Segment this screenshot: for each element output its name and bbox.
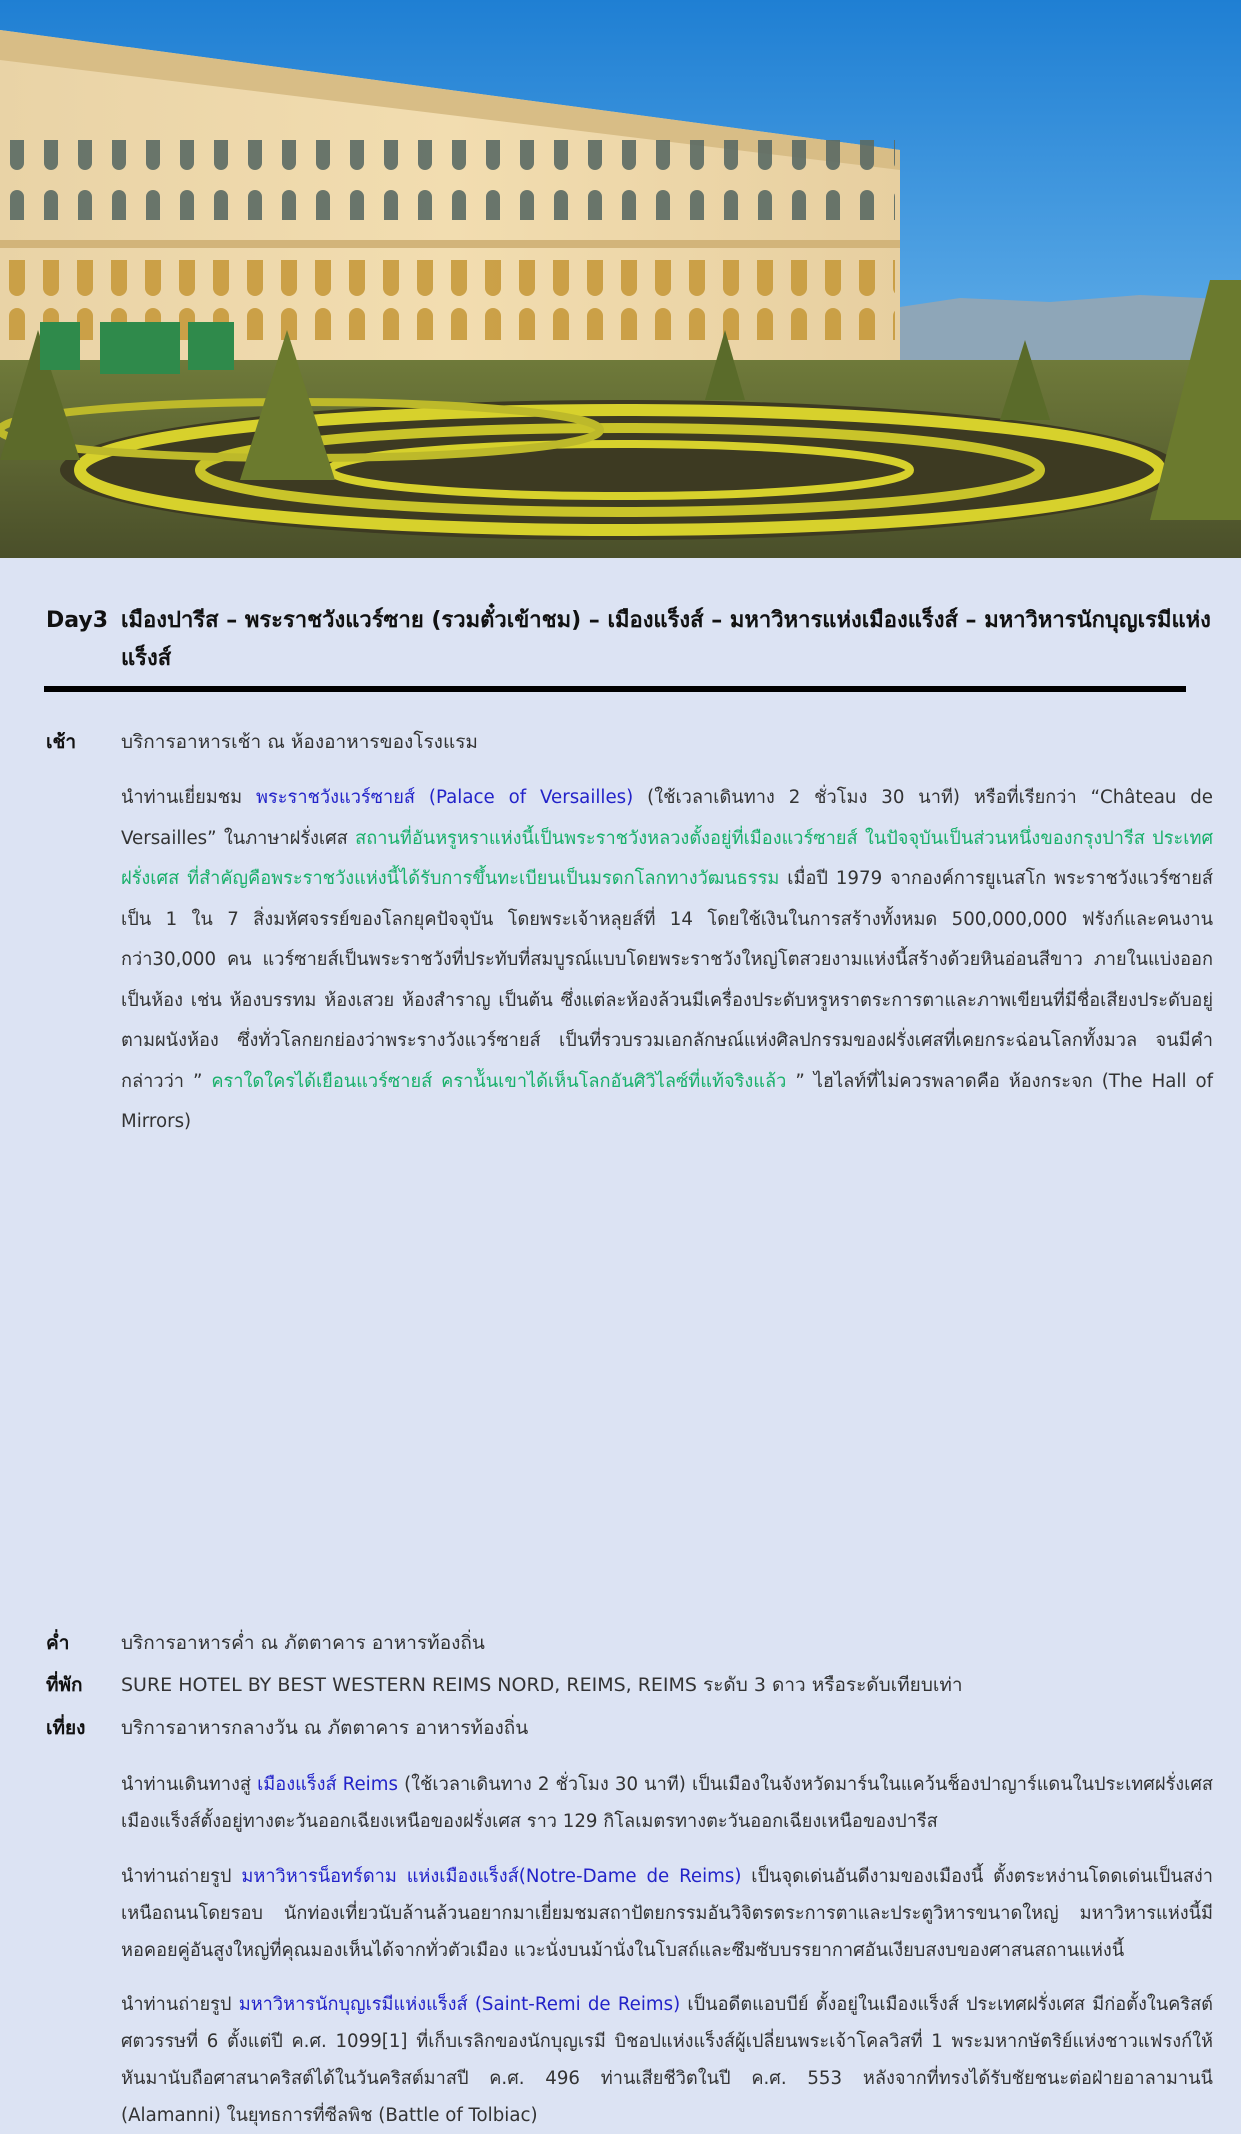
header-divider xyxy=(44,686,1186,692)
day-title: เมืองปารีส – พระราชวังแวร์ซาย (รวมตั๋วเข้าชม) – เมืองแร็งส์ – มหาวิหารแห่งเมืองแร็งส์ – มหาวิหารนักบุญเรมีแห่งแร็งส์ xyxy=(121,608,1211,671)
text: เป็นอดีตแอบบีย์ ตั้งอยู่ในเมืองแร็งส์ ประเทศฝรั่งเศส มีก่อตั้งในคริสต์ศตวรรษที่ 6 ตั้งแต่ปี ค.ศ. 1099[1] ที่เก็บเรลิกของนักบุญเรมี บิชอปแห่งแร็งส์ผู้เปลี่ยนพระเจ้าโคลวิสที่ 1 พระมหากษัตริย์แห่งชาวแฟรงก์ให้หันมานับถือศาสนาคริสต์ได้ในวันคริสต์มาสปี ค.ศ. 496 ท่านเสียชีวิตในปี ค.ศ. 553 หลังจากที่ทรงได้รับชัยชนะต่อฝ่ายอาลามานนี (Alamanni) ในยุทธการที่ซีลพิช (Battle of Tolbiac) xyxy=(121,1994,1213,2126)
paragraph-versailles xyxy=(121,778,1213,1143)
place-name: มหาวิหารน็อทร์ดาม แห่งเมืองแร็งส์(Notre-Dame de Reims) xyxy=(241,1866,742,1887)
text: นำท่านถ่ายรูป xyxy=(121,1994,239,2015)
paragraph-saint-remi xyxy=(121,1986,1213,2134)
place-name: เมืองแร็งส์ Reims xyxy=(257,1774,398,1795)
meal-label: เช้า xyxy=(46,731,77,753)
highlight-text: สถานที่อันหรูหราแห่งนี้เป็นพระราชวังหลวงตั้งอยู่ที่เมืองแวร์ซายส์ ในปัจจุบันเป็นส่วนหนึ่งของกรุงปารีส ประเทศฝรั่งเศส ที่สำคัญคือพระราชวังแห่งนี้ได้รับการขึ้นทะเบียนเป็นมรดกโลกทางวัฒนธรรม xyxy=(121,827,1213,889)
meal-text: บริการอาหารค่ำ ณ ภัตตาคาร อาหารท้องถิ่น xyxy=(121,1632,485,1654)
meal-label: เที่ยง xyxy=(46,1717,86,1739)
text: เมื่อปี 1979 จากองค์การยูเนสโก พระราชวังแวร์ซายส์เป็น 1 ใน 7 สิ่งมหัศจรรย์ของโลกยุคปัจจุบัน โดยพระเจ้าหลุยส์ที่ 14 โดยใช้เงินในการสร้างทั้งหมด 500,000,000 ฟรังก์และคนงานกว่า30,000 คน แวร์ซายส์เป็นพระราชวังที่ประทับที่สมบูรณ์แบบโดยพระราชวังใหญ่โตสวยงามแห่งนี้สร้างด้วยหินอ่อนสีขาว ภายในแบ่งออกเป็นห้อง เช่น ห้องบรรทม ห้องเสวย ห้องสำราญ เป็นต้น ซึ่งแต่ละห้องล้วนมีเครื่องประดับหรูหราตระการตาและภาพเขียนที่มีชื่อเสียงประดับอยู่ตามผนังห้อง ซึ่งทั่วโลกยกย่องว่าพระรางวังแวร์ซายส์ เป็นที่รวบรวมเอกลักษณ์แห่งศิลปกรรมของฝรั่งเศสที่เคยกระฉ่อนโลกทั้งมวล จนมีคำกล่าวว่า ” xyxy=(121,868,1213,1092)
meal-text: บริการอาหารกลางวัน ณ ภัตตาคาร อาหารท้องถิ่น xyxy=(121,1717,529,1739)
meal-text: บริการอาหารเช้า ณ ห้องอาหารของโรงแรม xyxy=(121,731,478,753)
hotel-label: ที่พัก xyxy=(46,1674,83,1696)
text: นำท่านถ่ายรูป xyxy=(121,1866,242,1887)
text: นำท่านเยี่ยมชม xyxy=(121,787,257,808)
paragraph-reims xyxy=(121,1766,1213,1840)
place-name: มหาวิหารนักบุญเรมีแห่งแร็งส์ (Saint-Remi de Reims) xyxy=(238,1994,681,2015)
meal-label: ค่ำ xyxy=(46,1632,70,1654)
text: เป็นจุดเด่นอันดีงามของเมืองนี้ ตั้งตระหง่านโดดเด่นเป็นสง่าเหนือถนนโดยรอบ นักท่องเที่ยวนับล้านล้วนอยากมาเยี่ยมชมสถาปัตยกรรมอันวิจิตรตระการตาและประตูวิหารขนาดใหญ่ มหาวิหารแห่งนี้มีหอคอยคู่อันสูงใหญ่ที่คุณมองเห็นได้จากทั่วตัวเมือง แวะนั่งบนม้านั่งในโบสถ์และซึมซับบรรยากาศอันเงียบสงบของศาสนสถานแห่งนี้ xyxy=(121,1866,1213,1961)
text: นำท่านเดินทางสู่ xyxy=(121,1774,258,1795)
text: (ใช้เวลาเดินทาง 2 ชั่วโมง 30 นาที) เป็นเมืองในจังหวัดมาร์นในแคว้นช็องปาญาร์แดนในประเทศฝรั่งเศส เมืองแร็งส์ตั้งอยู่ทางตะวันออกเฉียงเหนือของฝรั่งเศส ราว 129 กิโลเมตรทางตะวันออกเฉียงเหนือของปารีส xyxy=(121,1774,1213,1832)
day-label: Day3 xyxy=(46,608,109,633)
highlight-quote: คราใดใครได้เยือนแวร์ซายส์ คราน้ันเขาได้เห็นโลกอันศิวิไลซ์ที่แท้จริงแล้ว xyxy=(211,1070,787,1092)
paragraph-notre-dame xyxy=(121,1858,1213,1969)
text: (ใช้เวลาเดินทาง 2 ชั่วโมง 30 นาที) หรือที่เรียกว่า “Château de Versailles” ในภาษาฝรั่งเศส xyxy=(121,787,1213,849)
place-name: พระราชวังแวร์ซายส์ (Palace of Versailles) xyxy=(256,787,634,808)
hotel-text: SURE HOTEL BY BEST WESTERN REIMS NORD, REIMS, REIMS ระดับ 3 ดาว หรือระดับเทียบเท่า xyxy=(121,1674,963,1696)
versailles-illustration xyxy=(0,0,1241,558)
hero-image xyxy=(0,0,1241,558)
text: ” ไฮไลท์ที่ไม่ควรพลาดคือ ห้องกระจก (The Hall of Mirrors) xyxy=(121,1070,1213,1132)
